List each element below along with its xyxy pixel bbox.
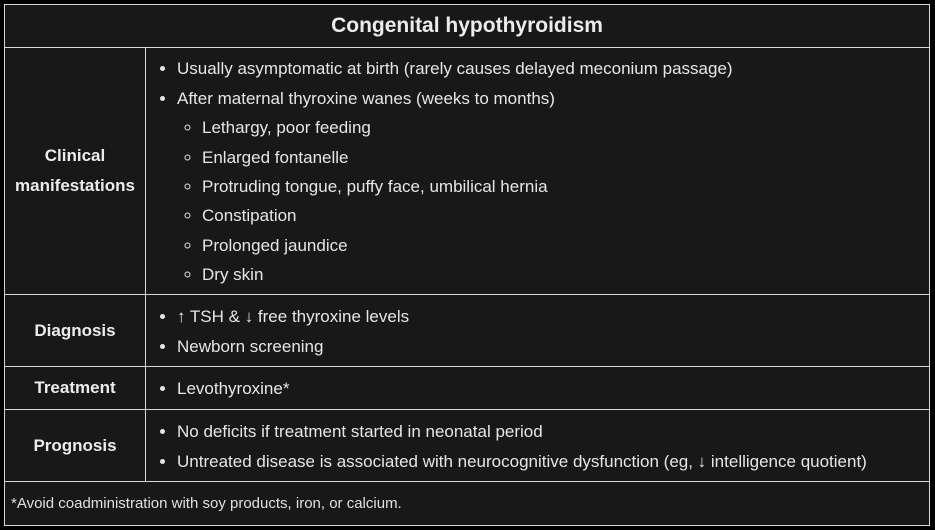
row-content-diagnosis [146,295,930,367]
table-row [5,48,929,295]
congenital-hypothyroidism-table [4,4,930,526]
sub-list-item: ◦ Lethargy, poor feeding [202,113,929,142]
table-row [5,482,929,525]
list-item: • Newborn screening [177,332,929,361]
list-item: • Usually asymptomatic at birth (rarely causes delayed meconium passage) [177,54,929,83]
row-content-prognosis [146,410,930,482]
table-row [5,410,929,482]
sub-list-item: ◦ Dry skin [202,260,929,289]
sub-list-item: ◦ Protruding tongue, puffy face, umbilical hernia [202,172,929,201]
row-label-treatment: Treatment [5,367,146,410]
sub-list-item: ◦ Enlarged fontanelle [202,143,929,172]
list-item: • No deficits if treatment started in neonatal period [177,417,929,446]
row-content-treatment [146,367,930,410]
table-row [5,367,929,410]
row-content-clinical [146,48,930,295]
list-item [177,84,929,290]
table-row [5,295,929,367]
list-item: • Levothyroxine* [177,374,929,403]
row-label-diagnosis: Diagnosis [5,295,146,367]
list-item-text: After maternal thyroxine wanes (weeks to months) [177,88,555,108]
sub-list-item: ◦ Prolonged jaundice [202,231,929,260]
list-item: • ↑ TSH & ↓ free thyroxine levels [177,302,929,331]
row-label-prognosis: Prognosis [5,410,146,482]
sub-list-item: ◦ Constipation [202,201,929,230]
footnote: *Avoid coadministration with soy products, iron, or calcium. [5,482,929,525]
table-title: Congenital hypothyroidism [5,5,929,48]
summary-table [5,5,929,524]
list-item: • Untreated disease is associated with neurocognitive dysfunction (eg, ↓ intelligence quotient) [177,447,929,476]
row-label-clinical: Clinical manifestations [5,48,146,295]
